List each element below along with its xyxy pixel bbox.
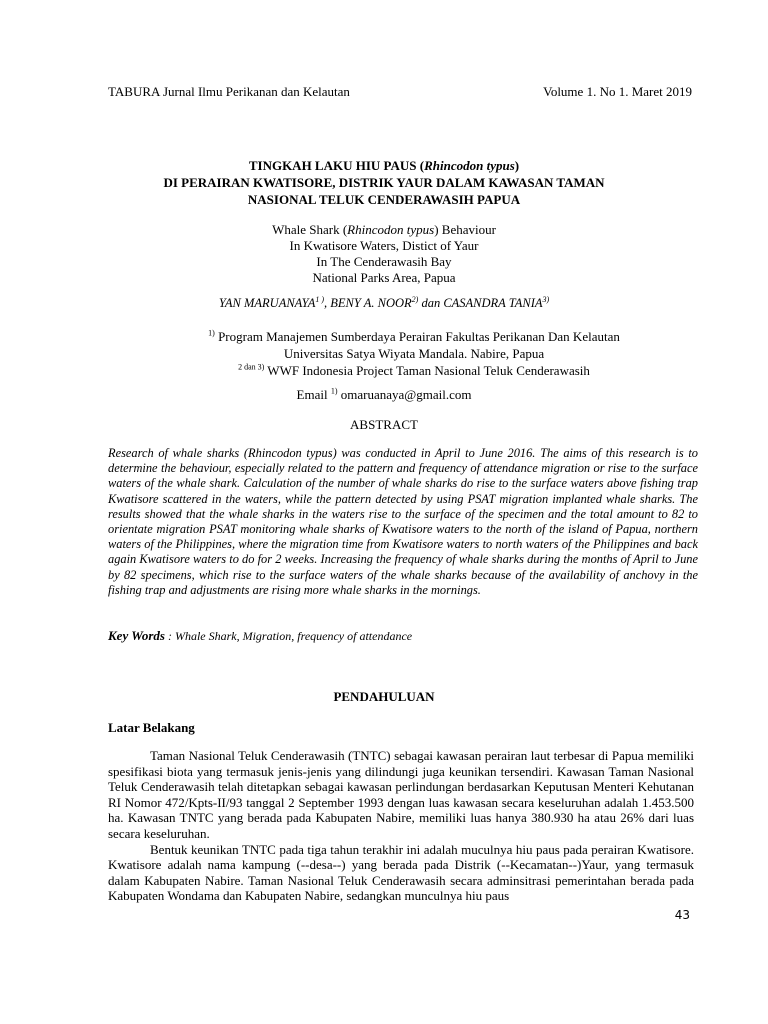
author-1: YAN MARUANAYA <box>218 296 316 310</box>
english-title-line-1: Whale Shark (Rhincodon typus) Behaviour <box>272 222 496 237</box>
volume-info: Volume 1. No 1. Maret 2019 <box>543 84 692 99</box>
paragraph-2: Bentuk keunikan TNTC pada tiga tahun terakhir ini adalah muculnya hiu paus pada perairan Kwatisore. Kwatisore adalah nama kampung (--desa--) yang berada pada Distrik (--Kecamatan--)Yaur, yang termasuk dalam Kabupaten Nabire. Taman Nasional Teluk Cenderawasih secara adminsitrasi pemerintahan berada pada Kabupaten Wondama dan Kabupaten Nabire, sedangkan munculnya hiu paus <box>108 841 694 904</box>
journal-name: TABURA Jurnal Ilmu Perikanan dan Kelautan <box>108 84 350 99</box>
email-address[interactable]: omaruanaya@gmail.com <box>337 387 472 402</box>
affiliation-1: $^{1)}$ Program Manajemen Sumberdaya Perairan Fakultas Perikanan Dan Kelautan <box>208 328 620 344</box>
abstract-heading: ABSTRACT <box>350 417 418 432</box>
title-line-3: NASIONAL TELUK CENDERAWASIH PAPUA <box>247 192 521 207</box>
abstract-body: Research of whale sharks (Rhincodon typus) was conducted in April to June 2016. The aims of this research is to determine the behaviour, especially related to the pattern and frequency of attendance migration or rise to the surface waters of the whale shark. Calculation of the number of whale sharks do rise to the surface waters above fishing trap Kwatisore scattered in the waters, while the pattern detected by using PSAT migration implanted whale sharks. The results showed that the whale sharks in the waters rise to the surface of the specimen and the total amount to 82 to orientate migration PSAT monitoring whale sharks of Kwatisore waters to the north of the island of Papua, northern waters of the Philippines, where the migration time from Kwatisore waters to north waters of the Philippines and back again Kwatisore waters to do for 2 weeks. Increasing the frequency of whale sharks during the months of April to June by 82 specimens, which rise to the surface waters of the whale sharks because of the availability of anchovy in the fishing trap and adjustments are rising more whale sharks in the mornings. <box>108 446 698 597</box>
author-list: YAN $MARUANAYA^{1 )}$, BENY A. NOOR$^{2)}$ dan CASANDRA TANIA$^{3)}$ <box>218 294 550 310</box>
page-number: 43 <box>674 908 690 922</box>
contact-email: Email $^{1)}$ omaruanaya@gmail.com <box>296 386 472 402</box>
affiliation-1-cont: Universitas Satya Wiyata Mandala. Nabire, Papua <box>283 346 545 361</box>
affiliations <box>150 328 678 379</box>
paragraph-1: Taman Nasional Teluk Cenderawasih (TNTC) sebagai kawasan perairan laut terbesar di Papua memiliki spesifikasi biota yang termasuk jenis-jenis yang dilindungi juga keunikan tersendiri. Kawasan Taman Nasional Teluk Cenderawasih telah ditetapkan sebagai kawasan perlindungan berdasarkan Keputusan Menteri Kehutanan RI Nomor 472/Kpts-II/93 tanggal 2 September 1993 dengan luas kawasan secara keseluruhan adalah 1.453.500 ha. Kawasan TNTC yang berada pada Kabupaten Nabire, memiliki luas hanya 380.930 ha atau 26% dari luas secara keseluruhan. <box>108 748 694 841</box>
english-title <box>90 222 678 286</box>
section-heading: PENDAHULUAN <box>333 689 435 704</box>
body-text <box>108 748 694 904</box>
title-line-2: DI PERAIRAN KWATISORE, DISTRIK YAUR DALAM KAWASAN TAMAN <box>163 175 605 190</box>
affiliation-2: $^{2 dan 3)}$ WWF Indonesia Project Taman Nasional Teluk Cenderawasih <box>238 362 590 378</box>
title-line-1: TINGKAH LAKU HIU PAUS (Rhincodon typus) <box>248 158 520 173</box>
subsection-heading: Latar Belakang <box>108 720 195 735</box>
author-2: BENY A. NOOR <box>330 296 412 310</box>
english-title-line-2: In Kwatisore Waters, Distict of Yaur <box>289 238 479 253</box>
keywords-text: : Whale Shark, Migration, frequency of attendance <box>164 629 413 643</box>
english-title-line-3: In The Cenderawasih Bay <box>316 254 452 269</box>
keywords-label: Key Words <box>108 628 165 643</box>
species-name: Rhincodon typus <box>424 158 515 173</box>
paper-title <box>90 157 678 208</box>
english-title-line-4: National Parks Area, Papua <box>312 270 456 285</box>
running-head <box>108 84 692 100</box>
keywords <box>108 628 698 644</box>
author-3: CASANDRA TANIA <box>443 296 543 310</box>
